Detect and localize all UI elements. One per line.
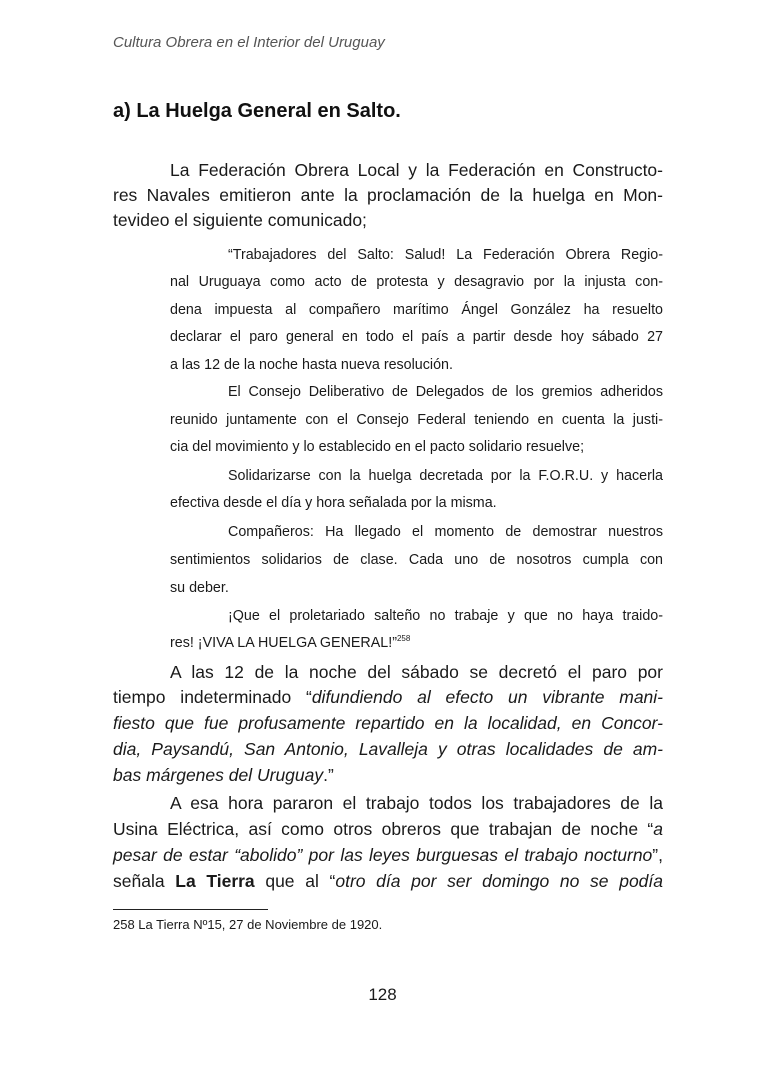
quote-line-last	[170, 633, 663, 653]
quoted-text: bas márgenes del Uruguay	[113, 765, 324, 785]
footnote: 258 La Tierra Nº15, 27 de Noviembre de 1920.	[113, 917, 383, 932]
body-line	[113, 869, 663, 893]
intro-line: La Federación Obrera Local y la Federación en Constructo-	[170, 160, 663, 180]
body-line: A las 12 de la noche del sábado se decretó el paro por	[170, 662, 663, 682]
section-title: a) La Huelga General en Salto.	[113, 100, 401, 122]
quote-line: El Consejo Deliberativo de Delegados de los gremios adheridos	[228, 384, 663, 400]
quote-line: ¡Que el proletariado salteño no trabaje y que no haya traido-	[228, 608, 663, 624]
footnote-reference[interactable]: 258	[396, 634, 411, 644]
quote-line: efectiva desde el día y hora señalada por la misma.	[170, 495, 497, 511]
newspaper-name: La Tierra	[175, 871, 255, 891]
quote-line: Solidarizarse con la huelga decretada por la F.O.R.U. y hacerla	[228, 468, 663, 484]
quoted-text: otro día por ser domingo no se podía	[335, 871, 664, 891]
body-text: que al “	[254, 871, 336, 891]
quote-line: su deber.	[170, 580, 229, 596]
quote-line: declarar el paro general en todo el país a partir desde hoy sábado 27	[170, 329, 663, 345]
intro-line: res Navales emitieron ante la proclamación de la huelga en Mon-	[113, 185, 663, 205]
quote-line: a las 12 de la noche hasta nueva resolución.	[170, 357, 453, 373]
quote-line: nal Uruguaya como acto de protesta y desagravio por la injusta con-	[170, 274, 663, 290]
quote-line: Compañeros: Ha llegado el momento de demostrar nuestros	[228, 524, 663, 540]
body-text: ”,	[652, 845, 663, 865]
body-text: señala	[113, 871, 176, 891]
body-line	[113, 817, 663, 841]
body-line	[113, 737, 663, 761]
page-number: 128	[368, 985, 397, 1004]
quoted-text: fiesto que fue profusamente repartido en la localidad, en Concor-	[113, 713, 663, 733]
quote-line: “Trabajadores del Salto: Salud! La Federación Obrera Regio-	[228, 247, 663, 263]
body-line	[113, 711, 663, 735]
quoted-text: pesar de estar “abolido” por las leyes burguesas el trabajo nocturno	[113, 845, 653, 865]
footnote-rule	[113, 909, 268, 910]
quoted-text: difundiendo al efecto un vibrante mani-	[311, 687, 663, 707]
running-header: Cultura Obrera en el Interior del Uruguay	[113, 34, 385, 51]
quote-line: dena impuesta al compañero marítimo Ángel González ha resuelto	[170, 302, 663, 318]
body-text: tiempo indeterminado “	[113, 687, 312, 707]
quote-text: res! ¡VIVA LA HUELGA GENERAL!”	[170, 635, 397, 651]
body-text: Usina Eléctrica, así como otros obreros que trabajan de noche “	[113, 819, 654, 839]
quoted-text: a	[653, 819, 663, 839]
quote-line: sentimientos solidarios de clase. Cada uno de nosotros cumpla con	[170, 552, 663, 568]
body-line: A esa hora pararon el trabajo todos los trabajadores de la	[170, 793, 663, 813]
quoted-text: dia, Paysandú, San Antonio, Lavalleja y otras localidades de am-	[113, 739, 663, 759]
body-line	[113, 843, 663, 867]
quote-line: cia del movimiento y lo establecido en el pacto solidario resuelve;	[170, 439, 585, 455]
intro-line: tevideo el siguiente comunicado;	[113, 210, 367, 230]
body-text: .”	[323, 765, 334, 785]
quote-line: reunido juntamente con el Consejo Federal teniendo en cuenta la justi-	[170, 412, 663, 428]
body-line	[113, 763, 663, 787]
body-line	[113, 685, 663, 709]
